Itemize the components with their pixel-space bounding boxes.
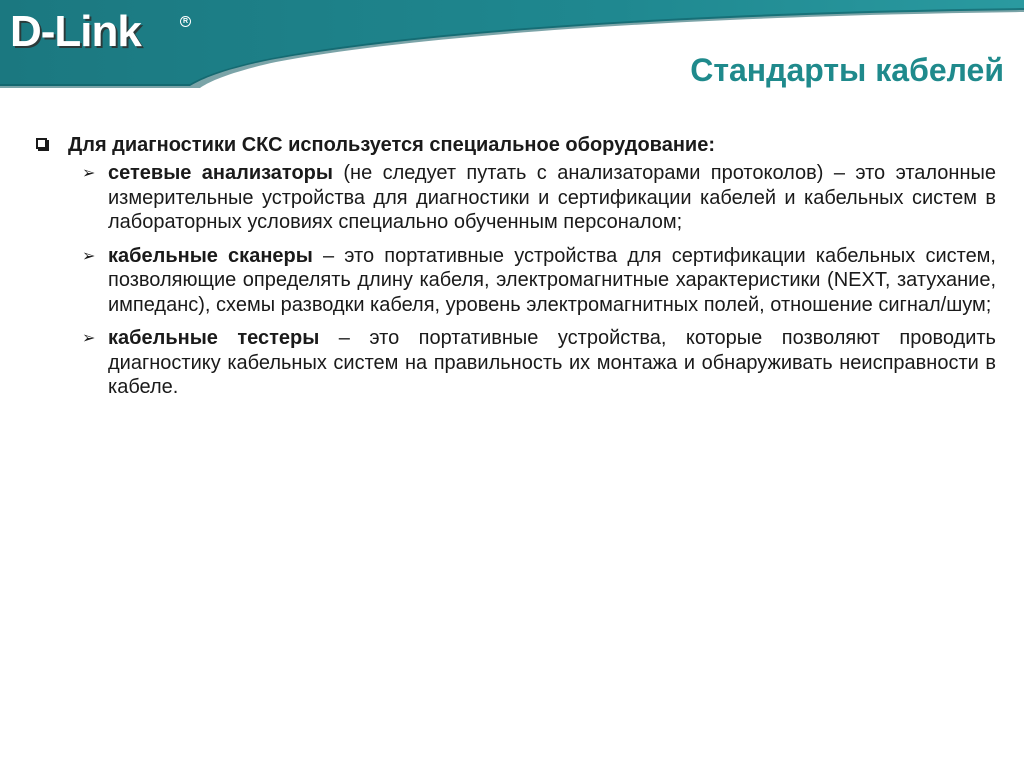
- arrow-bullet-icon: ➢: [82, 328, 96, 347]
- checkbox-bullet-icon: [36, 138, 47, 149]
- list-item: [36, 244, 996, 318]
- slide-content: [36, 133, 996, 409]
- term-description: – это портативные устройства для сертификации кабельных систем, позволяющие определять длину кабеля, электромагнитные характеристики (NEXT, затухание, импеданс), схемы разводки кабеля, уровень электромагнитных полей, отношение сигнал/шум;: [108, 244, 996, 316]
- term-label: кабельные сканеры: [108, 244, 313, 267]
- arrow-bullet-icon: ➢: [82, 163, 96, 182]
- page-title: Стандарты кабелей: [690, 52, 1004, 88]
- d-link-logo: D-Link: [10, 7, 141, 56]
- registered-mark-icon: R: [180, 16, 191, 27]
- main-bullet-text: Для диагностики СКС используется специальное оборудование:: [68, 134, 715, 156]
- term-label: сетевые анализаторы: [108, 162, 333, 184]
- term-label: кабельные тестеры: [108, 327, 320, 349]
- term-description: (не следует путать с анализаторами протоколов) – это эталонные измерительные устройства для диагностики и сертификации кабелей и кабельных систем в лабораторных условиях специально обученным персоналом;: [108, 162, 996, 233]
- list-item: [36, 326, 996, 400]
- main-bullet: [36, 133, 996, 157]
- list-item: [36, 161, 996, 235]
- sub-bullet-list: [36, 161, 996, 400]
- arrow-bullet-icon: ➢: [82, 245, 96, 265]
- term-description: – это портативные устройства, которые позволяют проводить диагностику кабельных систем на правильность их монтажа и обнаруживать неисправности в кабеле.: [108, 327, 996, 398]
